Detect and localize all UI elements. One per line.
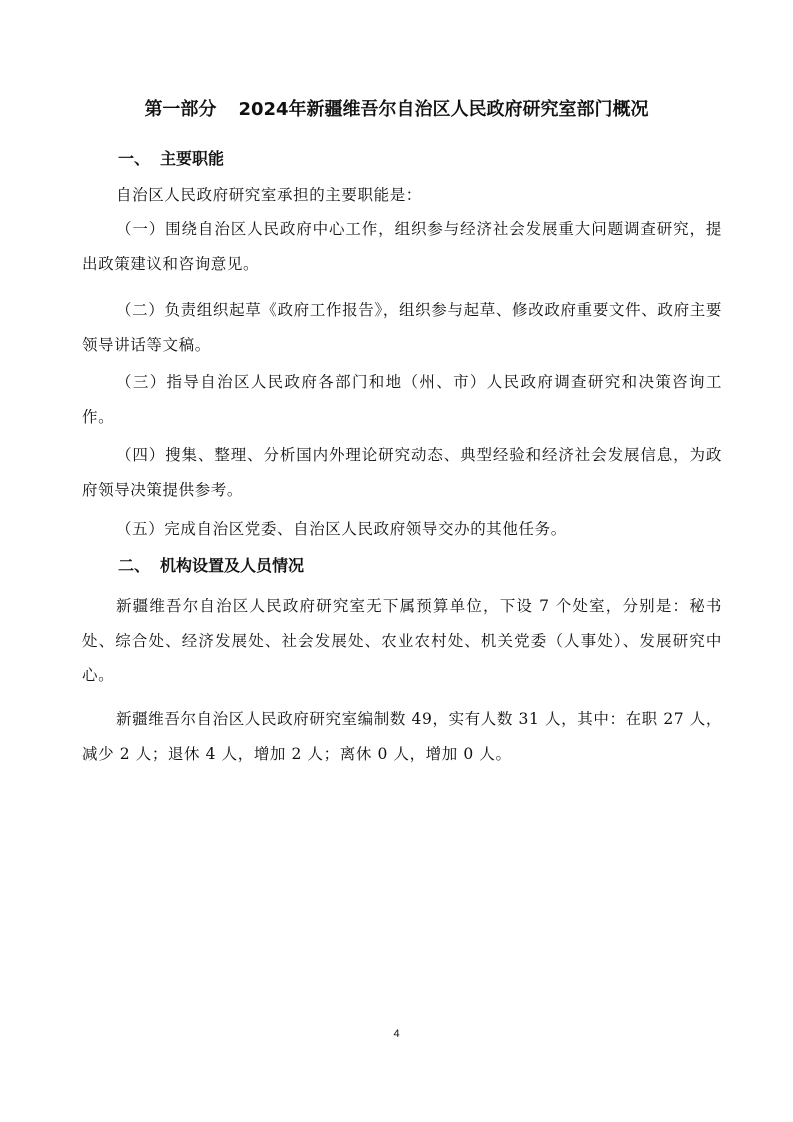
section-title: 机构设置及人员情况	[160, 556, 305, 575]
function-item-3: （三）指导自治区人民政府各部门和地（州、市）人民政府调查研究和决策咨询工作。	[82, 373, 722, 426]
staffing-paragraph: 新疆维吾尔自治区人民政府研究室编制数 49，实有人数 31 人，其中：在职 27 人，减少 2 人；退休 4 人，增加 2 人；离休 0 人，增加 0 人。	[82, 710, 722, 763]
functions-intro-paragraph: 自治区人民政府研究室承担的主要职能是：	[116, 186, 422, 204]
page-title	[0, 96, 793, 124]
section-heading-main-functions	[118, 147, 224, 171]
section-title: 主要职能	[160, 149, 225, 168]
function-item-2: （二）负责组织起草《政府工作报告》，组织参与起草、修改政府重要文件、政府主要领导讲话等文稿。	[82, 301, 722, 354]
function-item-5: （五）完成自治区党委、自治区人民政府领导交办的其他任务。	[116, 520, 567, 538]
organization-paragraph: 新疆维吾尔自治区人民政府研究室无下属预算单位，下设 7 个处室，分别是：秘书处、综合处、经济发展处、社会发展处、农业农村处、机关党委（人事处）、发展研究中心。	[82, 597, 722, 684]
function-item-1: （一）围绕自治区人民政府中心工作，组织参与经济社会发展重大问题调查研究，提出政策建议和咨询意见。	[82, 220, 722, 273]
page-number: 4	[393, 1028, 400, 1040]
section-number: 一、	[118, 149, 151, 168]
title-text: 2024年新疆维吾尔自治区人民政府研究室部门概况	[238, 99, 649, 120]
title-part: 第一部分	[144, 99, 217, 120]
section-heading-organization	[118, 554, 304, 578]
function-item-4: （四）搜集、整理、分析国内外理论研究动态、典型经验和经济社会发展信息，为政府领导决策提供参考。	[82, 446, 722, 499]
section-number: 二、	[118, 556, 151, 575]
